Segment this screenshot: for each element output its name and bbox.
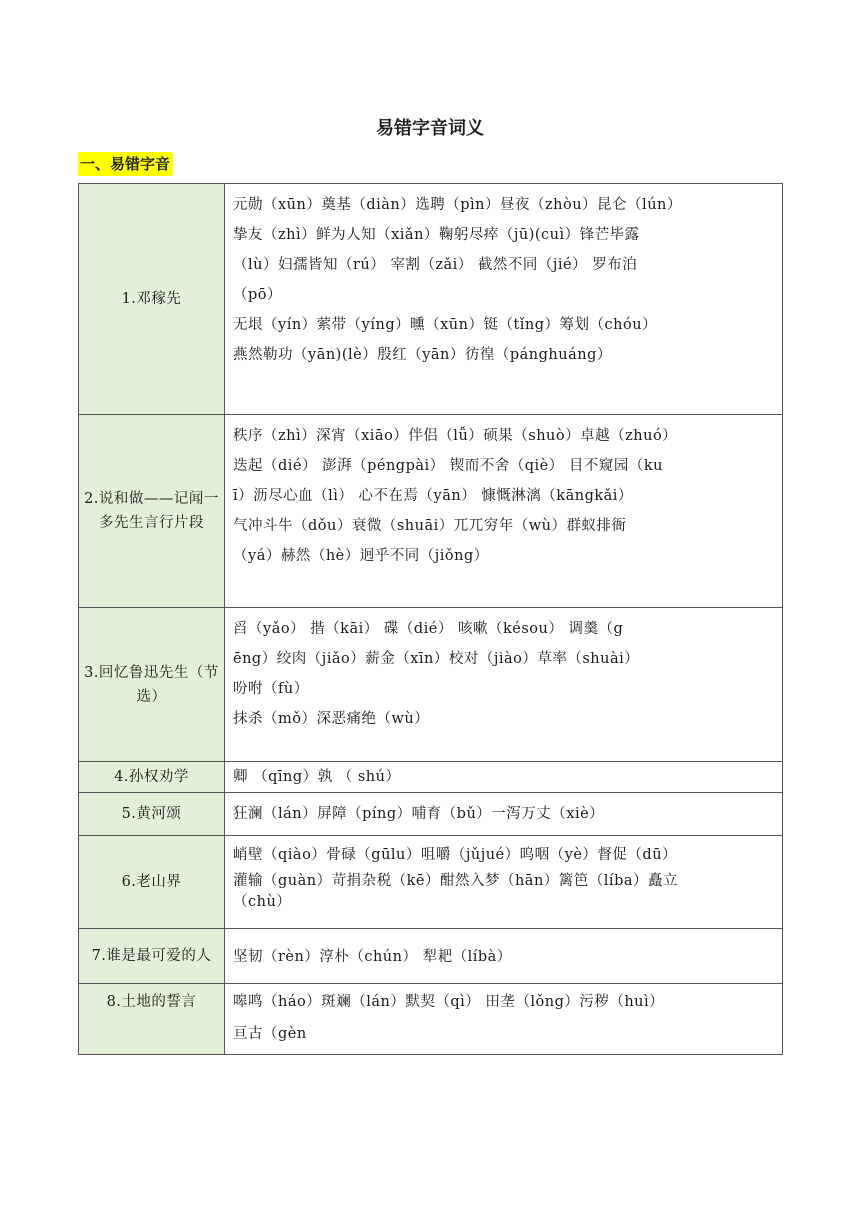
word-line: 舀（yǎo） 揩（kāi） 碟（dié） 咳嗽（késou） 调羹（g bbox=[233, 621, 624, 637]
word-line: 气冲斗牛（dǒu）衰微（shuāi）兀兀穷年（wù）群蚁排衙 bbox=[233, 518, 627, 534]
word-line: 元勋（xūn）奠基（diàn）选聘（pìn）昼夜（zhòu）昆仑（lún） bbox=[233, 197, 682, 213]
table-row bbox=[79, 608, 783, 762]
lesson-name: 7.谁是最可爱的人 bbox=[79, 929, 225, 984]
lesson-name: 3.回忆鲁迅先生（节选） bbox=[79, 608, 225, 762]
word-line: 挚友（zhì）鲜为人知（xiǎn）鞠躬尽瘁（jū)(cuì）锋芒毕露 bbox=[233, 227, 640, 243]
table-row bbox=[79, 762, 783, 793]
word-line: 狂澜（lán）屏障（píng）哺育（bǔ）一泻万丈（xiè） bbox=[233, 806, 605, 822]
lesson-name: 8.土地的誓言 bbox=[79, 984, 225, 1055]
word-line: 无垠（yín）萦带（yíng）曛（xūn）铤（tǐng）筹划（chóu） bbox=[233, 317, 658, 333]
words-cell bbox=[225, 929, 783, 984]
word-line: 迭起（dié） 澎湃（péngpài） 锲而不舍（qiè） 目不窥园（ku bbox=[233, 458, 663, 474]
word-line: 吩咐（fù） bbox=[233, 681, 309, 697]
word-line: 卿 （qīng）孰 （ shú） bbox=[233, 769, 401, 785]
words-cell bbox=[225, 608, 783, 762]
table-row bbox=[79, 836, 783, 929]
section-heading: 一、易错字音 bbox=[78, 152, 173, 176]
words-cell bbox=[225, 184, 783, 415]
lesson-name: 6.老山界 bbox=[79, 836, 225, 929]
word-line: ī）沥尽心血（lì） 心不在焉（yān） 慷慨淋漓（kāngkǎi） bbox=[233, 488, 633, 504]
word-line: ēng）绞肉（jiǎo）薪金（xīn）校对（jiào）草率（shuài） bbox=[233, 651, 640, 667]
word-line: （pō） bbox=[233, 287, 283, 303]
word-line: 灌输（guàn）苛捐杂税（kē）酣然入梦（hān）篱笆（líba）矗立 bbox=[233, 873, 678, 889]
word-line: 秩序（zhì）深宵（xiāo）伴侣（lǚ）硕果（shuò）卓越（zhuó） bbox=[233, 428, 678, 444]
words-cell bbox=[225, 836, 783, 929]
table-row bbox=[79, 415, 783, 608]
word-line: （lù）妇孺皆知（rú） 宰割（zǎi） 截然不同（jié） 罗布泊 bbox=[233, 257, 638, 273]
words-cell bbox=[225, 984, 783, 1055]
page-title: 易错字音词义 bbox=[376, 118, 484, 139]
lesson-name: 1.邓稼先 bbox=[79, 184, 225, 415]
table-row bbox=[79, 929, 783, 984]
word-line: 燕然勒功（yān)(lè）殷红（yān）彷徨（pánghuáng） bbox=[233, 347, 612, 363]
words-cell bbox=[225, 793, 783, 836]
words-cell bbox=[225, 415, 783, 608]
lesson-name: 2.说和做——记闻一多先生言行片段 bbox=[79, 415, 225, 608]
vocab-table bbox=[78, 183, 783, 1055]
word-line: 抹杀（mǒ）深恶痛绝（wù） bbox=[233, 711, 430, 727]
table-row bbox=[79, 793, 783, 836]
lesson-name: 4.孙权劝学 bbox=[79, 762, 225, 793]
words-cell bbox=[225, 762, 783, 793]
word-line: 峭壁（qiào）骨碌（gūlu）咀嚼（jǔjué）呜咽（yè）督促（dū） bbox=[233, 847, 678, 863]
table-row bbox=[79, 984, 783, 1055]
word-line: 亘古（gèn bbox=[233, 1026, 307, 1042]
table-row bbox=[79, 184, 783, 415]
word-line: （yá）赫然（hè）迥乎不同（jiǒng） bbox=[233, 548, 489, 564]
word-line: （chù） bbox=[233, 894, 292, 910]
lesson-name: 5.黄河颂 bbox=[79, 793, 225, 836]
word-line: 坚韧（rèn）淳朴（chún） 犁耙（líbà） bbox=[233, 949, 512, 965]
word-line: 嗥鸣（háo）斑斓（lán）默契（qì） 田垄（lǒng）污秽（huì） bbox=[233, 994, 665, 1010]
